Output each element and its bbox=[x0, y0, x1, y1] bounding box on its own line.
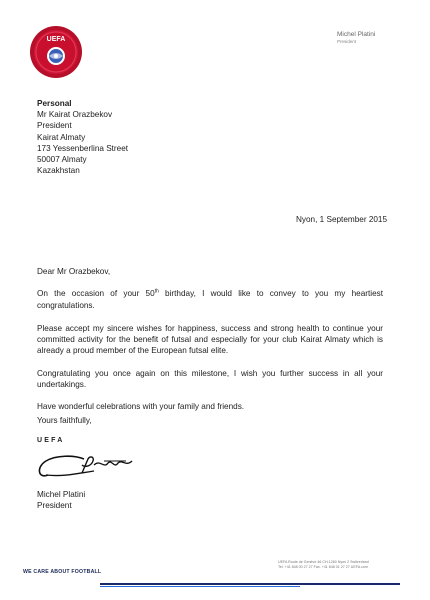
footer-slogan: WE CARE ABOUT FOOTBALL bbox=[23, 569, 102, 575]
paragraph-2: Please accept my sincere wishes for happiness, success and strong health to continue your committed activity for the benefit of futsal and especially for your club Kairat Almaty which is already a proud member of the European futsal elite. bbox=[37, 323, 383, 356]
letter-body bbox=[37, 266, 383, 424]
recipient-line: Kazakhstan bbox=[37, 166, 80, 176]
recipient-line: Mr Kairat Orazbekov bbox=[37, 110, 113, 120]
sender-block bbox=[337, 31, 397, 44]
logo-text: UEFA bbox=[46, 36, 66, 43]
recipient-line: Kairat Almaty bbox=[37, 132, 86, 142]
footer-address: UEFA Route de Genève 46 CH-1260 Nyon 2 Switzerland Tel. +41 848 00 27 27 Fax. +41 848 01 27 27 UEFA.com bbox=[278, 560, 369, 570]
closing: Yours faithfully, bbox=[37, 416, 92, 425]
sender-name: Michel Platini bbox=[337, 31, 376, 38]
personal-heading: Personal bbox=[37, 99, 72, 108]
signer-name: Michel Platini bbox=[37, 490, 86, 499]
handwritten-signature bbox=[34, 449, 144, 485]
signer-block bbox=[37, 489, 85, 511]
recipient-line: President bbox=[37, 121, 72, 131]
paragraph-4: Have wonderful celebrations with your family and friends. bbox=[37, 402, 245, 412]
organization-name: UEFA bbox=[37, 437, 65, 444]
sender-title: President bbox=[337, 39, 357, 44]
uefa-logo bbox=[29, 25, 83, 79]
paragraph-1: On the occasion of your 50th birthday, I would like to convey to you my heartiest congratulations. bbox=[37, 288, 383, 310]
footer-divider bbox=[100, 583, 400, 585]
paragraph-3: Congratulating you once again on this milestone, I wish you further success in all your undertakings. bbox=[37, 368, 383, 389]
footer-accent-divider bbox=[100, 586, 300, 587]
recipient-line: 173 Yessenberlina Street bbox=[37, 143, 129, 153]
salutation: Dear Mr Orazbekov, bbox=[37, 267, 111, 276]
recipient-line: 50007 Almaty bbox=[37, 155, 87, 165]
signer-title: President bbox=[37, 501, 72, 511]
letter-date: Nyon, 1 September 2015 bbox=[296, 215, 388, 224]
recipient-address bbox=[37, 98, 128, 176]
